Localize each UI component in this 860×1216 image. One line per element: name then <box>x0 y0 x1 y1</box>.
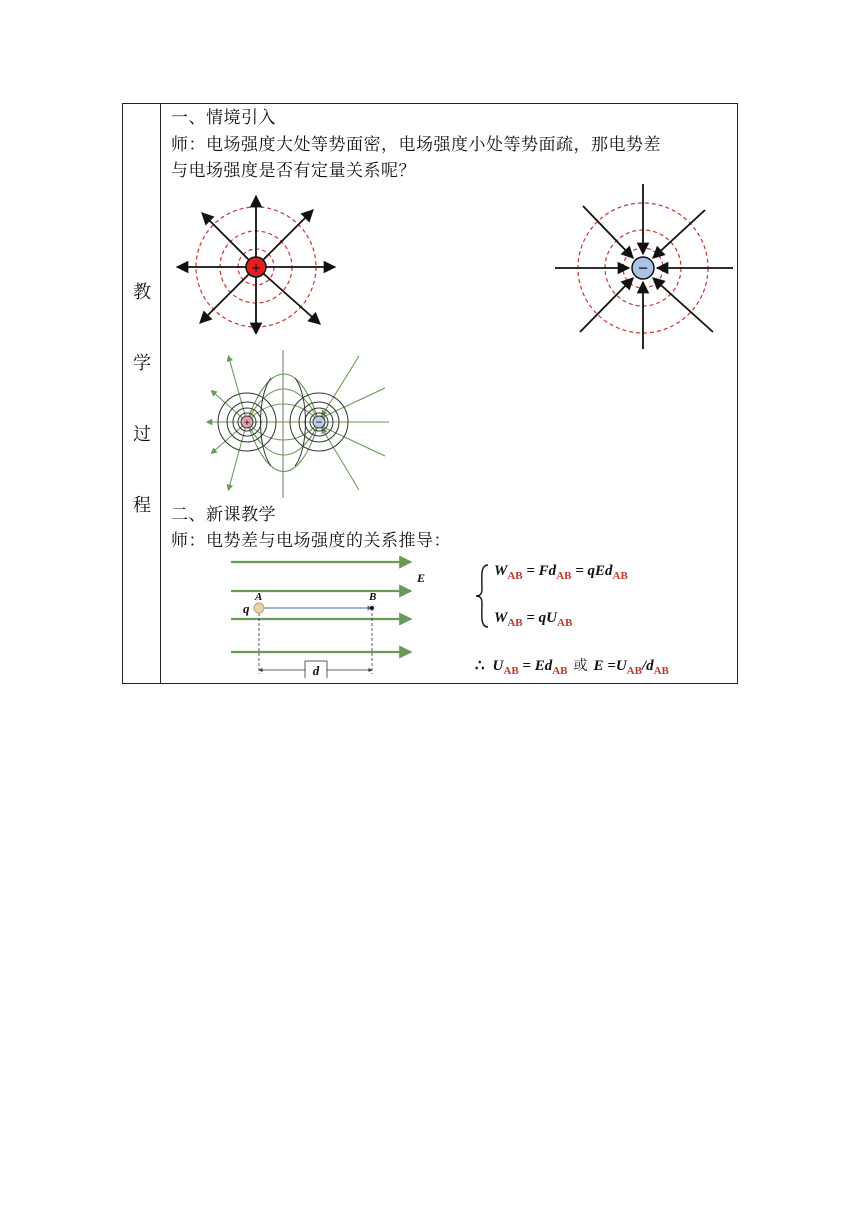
section-label-column <box>123 104 161 683</box>
positive-charge-diagram <box>176 194 346 334</box>
section1-heading: 一、情境引入 <box>171 108 276 128</box>
result-equation: ∴ $U_{AB} = Ed_{AB}$ 或 $E =U_{AB}/d_{AB}$ <box>475 658 669 677</box>
point-label-B: B <box>369 591 377 603</box>
negative-sign: − <box>637 258 649 278</box>
point-b-dot <box>370 606 374 610</box>
lesson-table <box>122 103 738 684</box>
section2-heading: 二、新课教学 <box>171 505 276 525</box>
negative-charge-diagram <box>553 184 738 349</box>
side-label-char: 程 <box>133 495 151 516</box>
charge-label-q: q <box>243 601 250 616</box>
field-label-E: E <box>417 571 426 585</box>
dipole-negative-sign: − <box>315 415 323 429</box>
dipole-positive-sign: + <box>243 417 251 429</box>
dipole-field-diagram <box>199 348 399 500</box>
distance-label-d: d <box>312 663 320 678</box>
work-equation-1: $W_{AB} = Fd_{AB} = qEd_{AB}$ <box>494 563 628 582</box>
content-column <box>161 104 737 683</box>
test-charge <box>254 603 264 613</box>
uniform-field-figure <box>229 556 444 678</box>
side-label-char: 学 <box>133 353 151 374</box>
teacher-question-line2: 与电场强度是否有定量关系呢？ <box>171 161 416 181</box>
positive-sign: + <box>251 260 261 277</box>
side-label-char: 教 <box>133 282 151 303</box>
work-equation-2: $W_{AB} = qU_{AB}$ <box>494 610 573 629</box>
point-label-A: A <box>255 591 263 603</box>
teacher-question-line1: 师：电场强度大处等势面密，电场强度小处等势面疏，那电势差 <box>171 135 661 155</box>
equation-brace <box>474 563 490 629</box>
side-label-char: 过 <box>133 424 151 445</box>
derivation-prompt: 师：电势差与电场强度的关系推导： <box>171 531 451 551</box>
